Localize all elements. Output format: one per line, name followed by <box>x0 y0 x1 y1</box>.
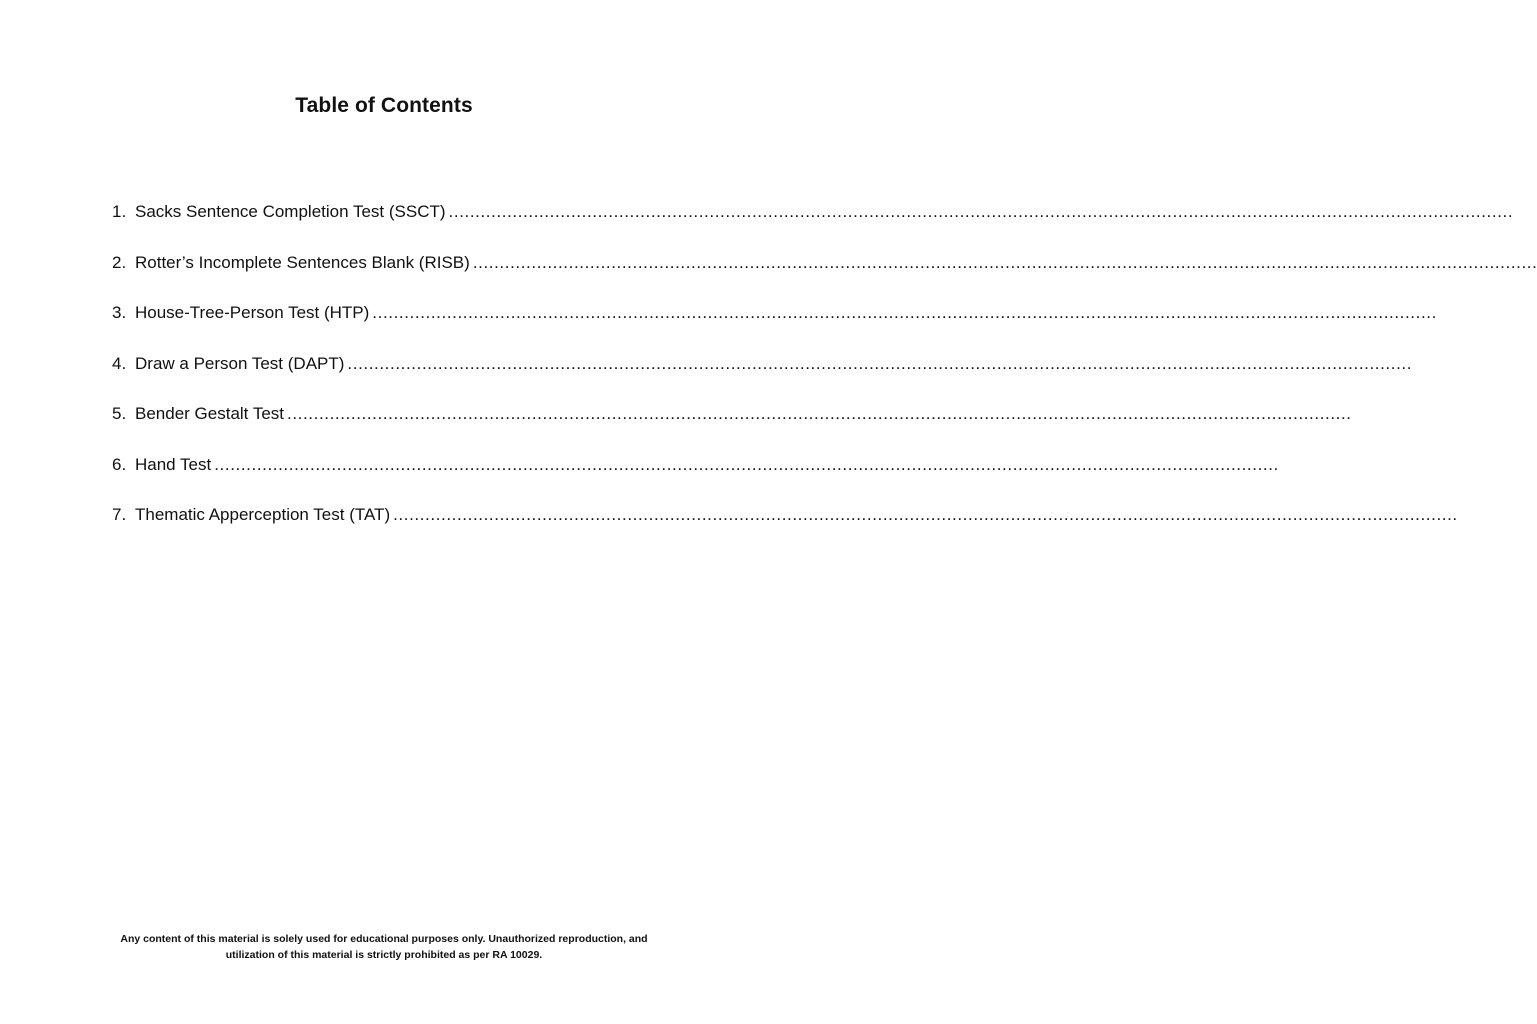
toc-entry-title: Draw a Person Test (DAPT) <box>135 353 345 373</box>
toc-entry-title: Thematic Apperception Test (TAT) <box>135 505 391 524</box>
toc-entry-number: 2. <box>112 252 127 272</box>
toc-entry-title: House-Tree-Person Test (HTP) <box>135 303 370 322</box>
toc-dot-leader: ........................................................................................................................................................................................................ <box>347 353 1413 373</box>
toc-entry-number: 6. <box>112 454 127 474</box>
toc-entry-ssct[interactable] <box>112 199 1514 250</box>
toc-entry-title: Sacks Sentence Completion Test (SSCT) <box>135 202 446 221</box>
toc-entry-bender-gestalt[interactable] <box>112 401 1352 452</box>
toc-dot-leader: ........................................................................................................................................................................................................ <box>448 202 1514 221</box>
toc-entry-number: 1. <box>112 202 127 221</box>
toc-entry-hand-test[interactable] <box>112 452 1279 503</box>
toc-entry-tat[interactable] <box>112 502 1458 553</box>
toc-entry-risb[interactable] <box>112 250 1537 301</box>
toc-dot-leader: ........................................................................................................................................................................................................ <box>287 404 1352 423</box>
page-title: Table of Contents <box>295 94 473 117</box>
toc-dot-leader: ........................................................................................................................................................................................................ <box>393 505 1458 524</box>
toc-entry-number: 3. <box>112 303 127 322</box>
toc-entry-number: 7. <box>112 505 127 524</box>
copyright-notice-line: Any content of this material is solely used for educational purposes only. Unauthorized reproduction, and <box>120 933 648 945</box>
copyright-notice-line: utilization of this material is strictly prohibited as per RA 10029. <box>225 949 543 961</box>
toc-dot-leader: ........................................................................................................................................................................................................ <box>372 303 1437 322</box>
toc-entry-title: Bender Gestalt Test <box>135 404 284 423</box>
toc-entry-dapt[interactable] <box>112 351 1413 402</box>
toc-entry-title: Hand Test <box>135 454 212 474</box>
toc-entry-htp[interactable] <box>112 300 1437 351</box>
copyright-notice <box>84 931 684 963</box>
toc-entry-number: 4. <box>112 353 127 373</box>
toc-dot-leader: ........................................................................................................................................................................................................ <box>214 454 1279 474</box>
table-of-contents <box>112 199 1537 553</box>
toc-dot-leader: ........................................................................................................................................................................................................ <box>472 252 1537 272</box>
toc-entry-title: Rotter’s Incomplete Sentences Blank (RISB) <box>135 252 470 272</box>
toc-entry-number: 5. <box>112 404 127 423</box>
